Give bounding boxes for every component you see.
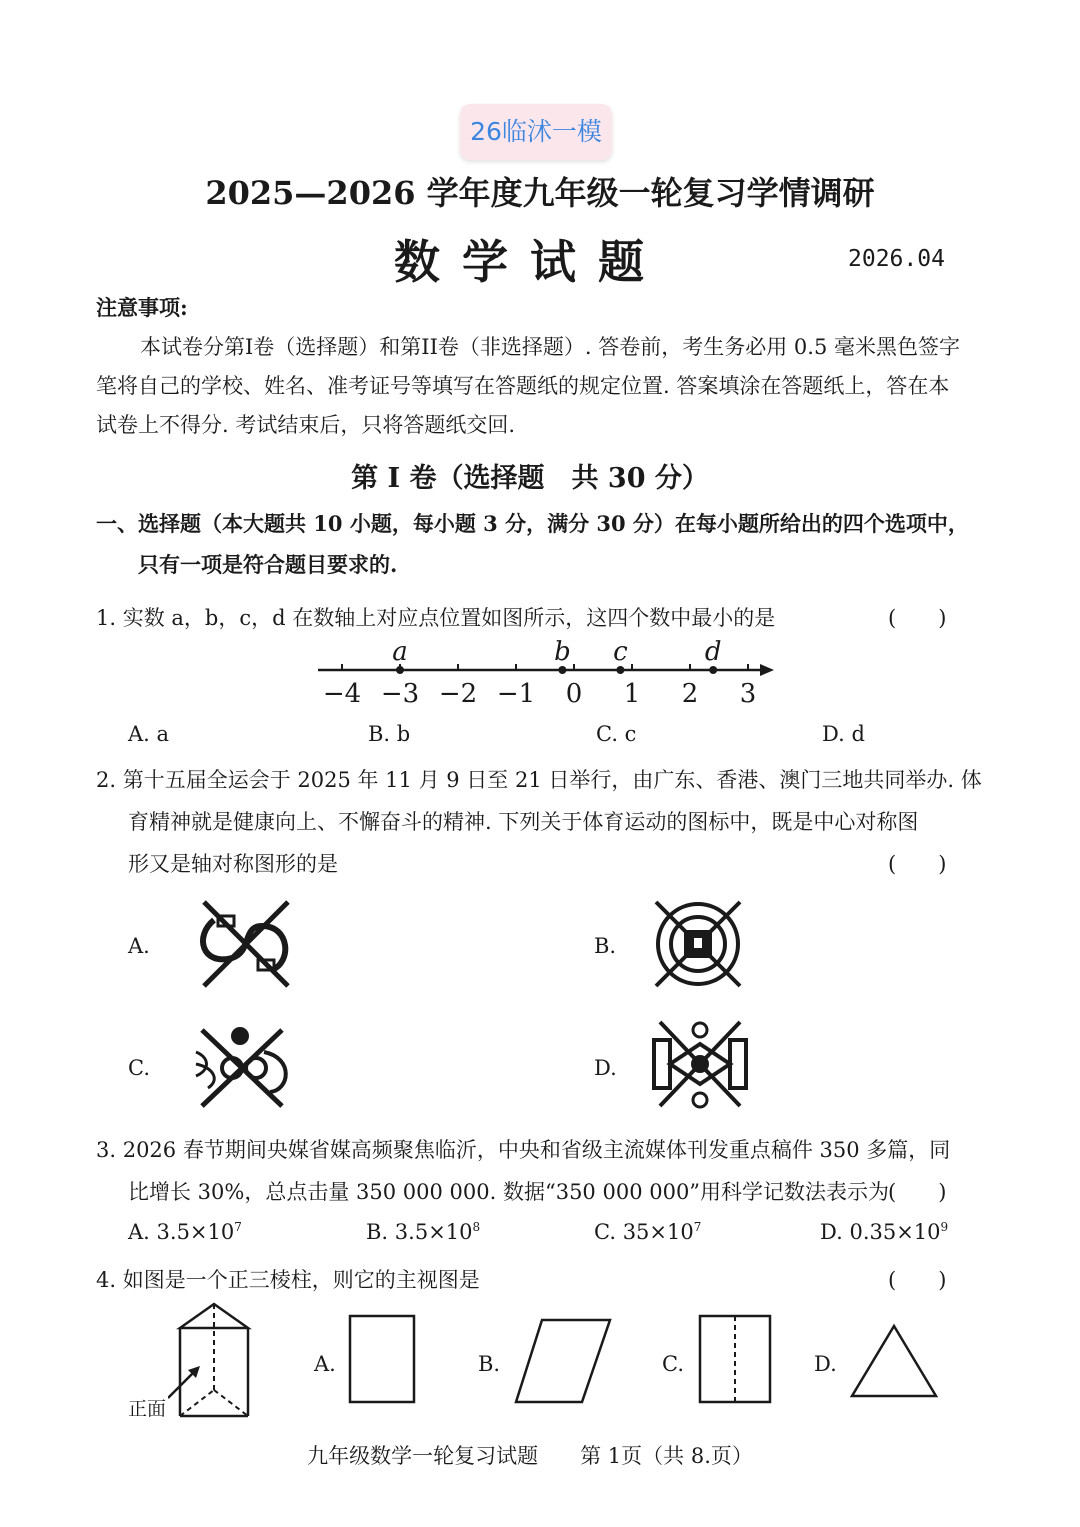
section-title: 第 I 卷（选择题 共 30 分）	[351, 463, 709, 494]
number-line-point-label: a	[392, 637, 408, 667]
q4-prism-figure	[168, 1300, 258, 1422]
number-line-point-a	[396, 666, 404, 674]
q4-option-d-triangle	[848, 1322, 940, 1400]
number-line-point-label: c	[613, 637, 628, 667]
q3-option-c: C. $35\times 10^7$	[594, 1220, 702, 1244]
number-line-point-label: b	[554, 637, 571, 667]
q1-option-d: D. d	[822, 722, 865, 746]
q4-option-a-rectangle	[346, 1312, 418, 1406]
part1-instruction-line1: 一、选择题（本大题共 10 小题，每小题 3 分，满分 30 分）在每小题所给出的四个选项中，	[96, 511, 969, 536]
q2-stem-line3: 形又是轴对称图形的是	[128, 852, 338, 876]
q4-front-label: 正面	[128, 1398, 167, 1420]
q2-option-c-label: C.	[128, 1056, 150, 1080]
number-line-tick-label: 3	[739, 679, 757, 709]
q1-answer-paren: ( )	[888, 606, 947, 630]
q2-icon-c-symbol	[190, 1022, 294, 1110]
page-footer: 九年级数学一轮复习试题 第 1页（共 8.页）	[307, 1444, 753, 1468]
q4-answer-paren: ( )	[888, 1268, 947, 1292]
exam-date: 2026.04	[848, 246, 945, 272]
q2-icon-a-symbol	[192, 896, 300, 992]
number-line-tick-label: 1	[623, 679, 641, 709]
q4-option-a-label: A.	[314, 1352, 336, 1376]
q2-icon-b-symbol	[648, 896, 748, 992]
q3-option-d: D. $0.35\times 10^9$	[820, 1220, 949, 1244]
q4-option-b-parallelogram	[512, 1316, 614, 1406]
number-line-tick-label: −3	[380, 679, 420, 709]
q4-option-d-label: D.	[814, 1352, 837, 1376]
exam-title: 2025—2026 学年度九年级一轮复习学情调研	[205, 174, 875, 212]
number-line-arrow	[760, 664, 774, 676]
q1-option-c: C. c	[596, 722, 637, 746]
number-line-tick-label: 2	[681, 679, 699, 709]
q4-option-b-label: B.	[478, 1352, 501, 1376]
q2-icon-d-symbol	[650, 1016, 750, 1112]
front-arrow	[168, 1370, 196, 1398]
part1-instruction-line2: 只有一项是符合题目要求的.	[138, 552, 398, 577]
q1-option-a: A. a	[128, 722, 170, 746]
exam-source-badge: 26临沭一模	[460, 104, 612, 160]
q1-number-line	[300, 636, 790, 712]
q2-stem-line1: 2. 第十五届全运会于 2025 年 11 月 9 日至 21 日举行，由广东、香港、澳门三地共同举办. 体	[96, 768, 982, 792]
q3-answer-paren: ( )	[888, 1180, 947, 1204]
number-line-point-b	[558, 666, 566, 674]
q2-option-d-label: D.	[594, 1056, 617, 1080]
q3-stem-line2: 比增长 30%，总点击量 350 000 000. 数据“350 000 000”用科学记数法表示为	[128, 1180, 890, 1204]
number-line-point-c	[616, 666, 624, 674]
q4-option-c-label: C.	[662, 1352, 684, 1376]
number-line-tick-label: −2	[438, 679, 478, 709]
q2-answer-paren: ( )	[888, 852, 947, 876]
number-line-point-d	[709, 666, 717, 674]
q2-option-b-label: B.	[594, 934, 617, 958]
number-line-tick-label: −1	[496, 679, 536, 709]
q2-option-a-label: A.	[128, 934, 150, 958]
q2-stem-line2: 育精神就是健康向上、不懈奋斗的精神. 下列关于体育运动的图标中，既是中心对称图	[128, 810, 919, 834]
q3-stem-line1: 3. 2026 春节期间央媒省媒高频聚焦临沂，中央和省级主流媒体刊发重点稿件 350 多篇，同	[96, 1138, 951, 1162]
number-line-tick-label: −4	[322, 679, 362, 709]
q1-option-b: B. b	[368, 722, 411, 746]
q4-option-c-rectangle-dashed	[696, 1312, 774, 1406]
q3-option-b: B. $3.5\times 10^8$	[366, 1220, 481, 1244]
notice-text: 本试卷分第I卷（选择题）和第II卷（非选择题）. 答卷前，考生务必用 0.5 毫米黑色签字笔将自己的学校、姓名、准考证号等填写在答题纸的规定位置. 答案填涂在答题纸上，答在本试卷上不得分. 考试结束后，只将答题纸交回.	[96, 335, 960, 437]
notice-heading: 注意事项:	[96, 295, 188, 320]
q1-stem: 1. 实数 a，b，c，d 在数轴上对应点位置如图所示，这四个数中最小的是	[96, 606, 776, 630]
number-line-point-label: d	[704, 637, 722, 667]
subject-title: 数学试题	[394, 235, 666, 289]
q3-option-a: A. $3.5\times 10^7$	[128, 1220, 242, 1244]
number-line-tick-label: 0	[565, 679, 583, 709]
q4-stem: 4. 如图是一个正三棱柱，则它的主视图是	[96, 1268, 480, 1292]
